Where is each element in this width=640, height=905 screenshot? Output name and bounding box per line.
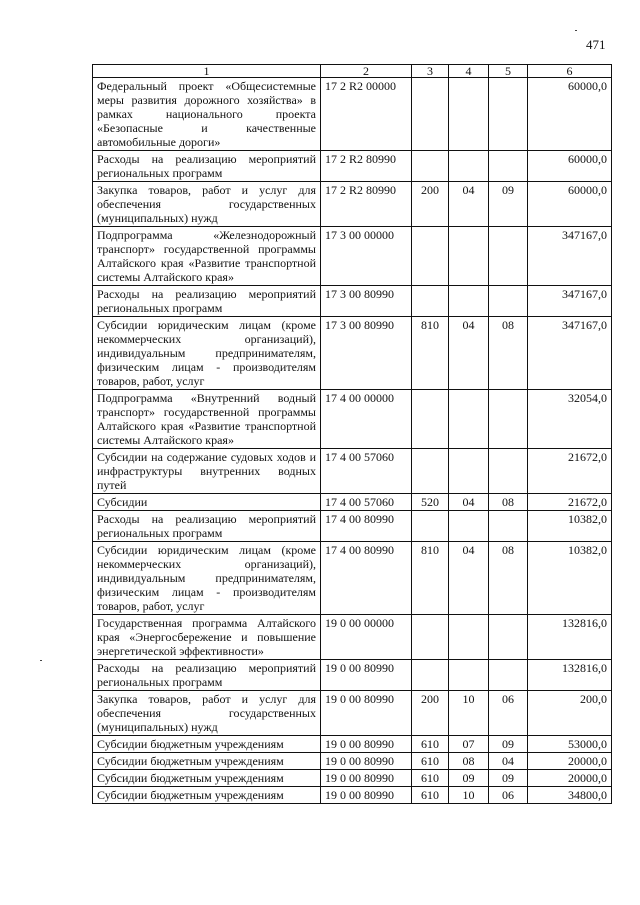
table-row xyxy=(93,317,612,390)
cell-amount: 20000,0 xyxy=(528,770,612,787)
cell-name: Субсидии бюджетным учреждениям xyxy=(93,787,321,804)
cell-col-4: 04 xyxy=(449,182,489,227)
cell-col-4 xyxy=(449,78,489,151)
cell-col-5: 08 xyxy=(489,317,528,390)
cell-col-4: 10 xyxy=(449,787,489,804)
cell-col-5 xyxy=(489,286,528,317)
cell-code: 17 4 00 57060 xyxy=(321,449,412,494)
cell-amount: 10382,0 xyxy=(528,542,612,615)
header-col-4: 4 xyxy=(449,65,489,78)
cell-amount: 21672,0 xyxy=(528,449,612,494)
header-row xyxy=(93,65,612,78)
cell-col-3 xyxy=(412,390,449,449)
cell-col-4 xyxy=(449,660,489,691)
cell-col-3: 200 xyxy=(412,691,449,736)
table-row xyxy=(93,770,612,787)
cell-name: Субсидии юридическим лицам (кроме некоммерческих организаций), индивидуальным предпринимателям, физическим лицам - производителям товаров, работ, услуг xyxy=(93,317,321,390)
cell-col-5: 09 xyxy=(489,770,528,787)
cell-col-3: 810 xyxy=(412,317,449,390)
cell-col-5: 09 xyxy=(489,736,528,753)
cell-name: Субсидии xyxy=(93,494,321,511)
cell-col-3: 520 xyxy=(412,494,449,511)
cell-col-3 xyxy=(412,615,449,660)
cell-col-5: 08 xyxy=(489,542,528,615)
header-col-1: 1 xyxy=(93,65,321,78)
table-row xyxy=(93,736,612,753)
cell-amount: 60000,0 xyxy=(528,78,612,151)
page-number: 471 xyxy=(586,37,606,52)
header-col-3: 3 xyxy=(412,65,449,78)
cell-code: 19 0 00 80990 xyxy=(321,787,412,804)
cell-name: Закупка товаров, работ и услуг для обеспечения государственных (муниципальных) нужд xyxy=(93,691,321,736)
cell-code: 17 4 00 57060 xyxy=(321,494,412,511)
cell-col-4 xyxy=(449,390,489,449)
cell-col-3: 610 xyxy=(412,770,449,787)
cell-code: 19 0 00 80990 xyxy=(321,770,412,787)
cell-name: Субсидии бюджетным учреждениям xyxy=(93,736,321,753)
cell-amount: 347167,0 xyxy=(528,317,612,390)
cell-code: 19 0 00 80990 xyxy=(321,736,412,753)
cell-name: Субсидии бюджетным учреждениям xyxy=(93,770,321,787)
cell-name: Расходы на реализацию мероприятий региональных программ xyxy=(93,151,321,182)
table-row xyxy=(93,691,612,736)
scan-mark xyxy=(40,660,42,661)
table-row xyxy=(93,511,612,542)
cell-col-5: 09 xyxy=(489,182,528,227)
table-row xyxy=(93,227,612,286)
cell-col-5: 06 xyxy=(489,691,528,736)
cell-name: Подпрограмма «Железнодорожный транспорт» государственной программы Алтайского края «Развитие транспортной системы Алтайского края» xyxy=(93,227,321,286)
cell-code: 17 3 00 80990 xyxy=(321,317,412,390)
cell-name: Расходы на реализацию мероприятий региональных программ xyxy=(93,660,321,691)
cell-col-3 xyxy=(412,78,449,151)
cell-code: 19 0 00 80990 xyxy=(321,691,412,736)
cell-amount: 53000,0 xyxy=(528,736,612,753)
cell-code: 17 2 R2 80990 xyxy=(321,182,412,227)
cell-col-3 xyxy=(412,151,449,182)
table-row xyxy=(93,286,612,317)
table-row xyxy=(93,753,612,770)
cell-code: 19 0 00 80990 xyxy=(321,660,412,691)
cell-col-5: 08 xyxy=(489,494,528,511)
cell-code: 17 4 00 80990 xyxy=(321,542,412,615)
cell-amount: 32054,0 xyxy=(528,390,612,449)
cell-col-3 xyxy=(412,227,449,286)
cell-amount: 20000,0 xyxy=(528,753,612,770)
cell-col-5: 04 xyxy=(489,753,528,770)
cell-col-3: 610 xyxy=(412,736,449,753)
cell-code: 17 2 R2 00000 xyxy=(321,78,412,151)
cell-code: 17 3 00 80990 xyxy=(321,286,412,317)
cell-name: Расходы на реализацию мероприятий региональных программ xyxy=(93,511,321,542)
cell-code: 17 4 00 00000 xyxy=(321,390,412,449)
cell-name: Государственная программа Алтайского края «Энергосбережение и повышение энергетической эффективности» xyxy=(93,615,321,660)
cell-col-4 xyxy=(449,449,489,494)
cell-col-4 xyxy=(449,286,489,317)
cell-amount: 132816,0 xyxy=(528,615,612,660)
cell-col-4: 10 xyxy=(449,691,489,736)
cell-col-4: 04 xyxy=(449,542,489,615)
cell-col-4: 09 xyxy=(449,770,489,787)
cell-name: Закупка товаров, работ и услуг для обеспечения государственных (муниципальных) нужд xyxy=(93,182,321,227)
cell-code: 19 0 00 80990 xyxy=(321,753,412,770)
cell-amount: 21672,0 xyxy=(528,494,612,511)
cell-name: Субсидии бюджетным учреждениям xyxy=(93,753,321,770)
table-row xyxy=(93,787,612,804)
budget-table xyxy=(92,64,612,804)
cell-col-4: 04 xyxy=(449,494,489,511)
cell-col-4 xyxy=(449,615,489,660)
table-row xyxy=(93,615,612,660)
cell-code: 19 0 00 00000 xyxy=(321,615,412,660)
cell-name: Расходы на реализацию мероприятий региональных программ xyxy=(93,286,321,317)
cell-col-5 xyxy=(489,227,528,286)
cell-col-4 xyxy=(449,227,489,286)
scan-mark xyxy=(575,30,577,31)
cell-amount: 60000,0 xyxy=(528,182,612,227)
cell-col-4 xyxy=(449,151,489,182)
cell-amount: 347167,0 xyxy=(528,227,612,286)
cell-col-5 xyxy=(489,615,528,660)
cell-col-3: 610 xyxy=(412,787,449,804)
cell-col-3: 610 xyxy=(412,753,449,770)
cell-col-5 xyxy=(489,449,528,494)
cell-col-4: 04 xyxy=(449,317,489,390)
cell-col-5 xyxy=(489,511,528,542)
cell-amount: 200,0 xyxy=(528,691,612,736)
cell-col-4 xyxy=(449,511,489,542)
table-row xyxy=(93,494,612,511)
cell-name: Субсидии на содержание судовых ходов и инфраструктуры внутренних водных путей xyxy=(93,449,321,494)
cell-name: Федеральный проект «Общесистемные меры развития дорожного хозяйства» в рамках национального проекта «Безопасные и качественные автомобильные дороги» xyxy=(93,78,321,151)
cell-name: Субсидии юридическим лицам (кроме некоммерческих организаций), индивидуальным предпринимателям, физическим лицам - производителям товаров, работ, услуг xyxy=(93,542,321,615)
cell-name: Подпрограмма «Внутренний водный транспорт» государственной программы Алтайского края «Развитие транспортной системы Алтайского края» xyxy=(93,390,321,449)
cell-amount: 132816,0 xyxy=(528,660,612,691)
table-row xyxy=(93,390,612,449)
cell-code: 17 4 00 80990 xyxy=(321,511,412,542)
header-col-6: 6 xyxy=(528,65,612,78)
cell-col-5 xyxy=(489,78,528,151)
cell-col-4: 08 xyxy=(449,753,489,770)
cell-col-3 xyxy=(412,286,449,317)
cell-col-5: 06 xyxy=(489,787,528,804)
cell-col-5 xyxy=(489,660,528,691)
cell-col-3 xyxy=(412,511,449,542)
cell-col-3 xyxy=(412,449,449,494)
cell-amount: 60000,0 xyxy=(528,151,612,182)
cell-col-4: 07 xyxy=(449,736,489,753)
cell-col-5 xyxy=(489,151,528,182)
cell-code: 17 2 R2 80990 xyxy=(321,151,412,182)
cell-amount: 10382,0 xyxy=(528,511,612,542)
table-row xyxy=(93,542,612,615)
cell-amount: 34800,0 xyxy=(528,787,612,804)
table-row xyxy=(93,182,612,227)
cell-code: 17 3 00 00000 xyxy=(321,227,412,286)
table-row xyxy=(93,78,612,151)
header-col-5: 5 xyxy=(489,65,528,78)
table-row xyxy=(93,151,612,182)
table-row xyxy=(93,449,612,494)
cell-col-3: 810 xyxy=(412,542,449,615)
header-col-2: 2 xyxy=(321,65,412,78)
table-row xyxy=(93,660,612,691)
cell-col-5 xyxy=(489,390,528,449)
cell-col-3 xyxy=(412,660,449,691)
cell-amount: 347167,0 xyxy=(528,286,612,317)
cell-col-3: 200 xyxy=(412,182,449,227)
